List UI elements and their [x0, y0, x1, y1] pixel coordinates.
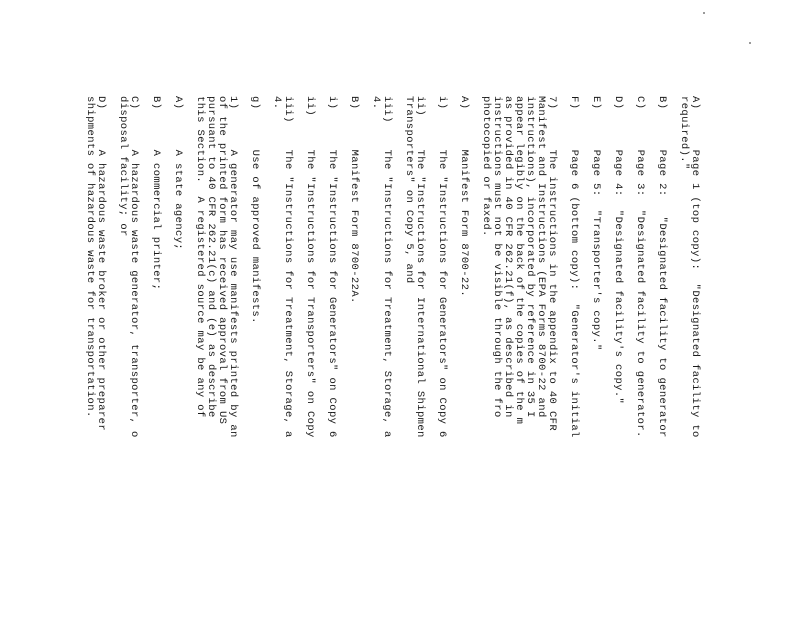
document-line: of the printed form has received approval from US: [216, 96, 228, 425]
document-line: A) A state agency;: [172, 96, 184, 251]
document-line: i) The "Instructions for Generators" on Copy 6: [436, 96, 448, 438]
document-line: pursuant to 40 CFR 262.21(c) and (e) as describe: [205, 96, 217, 418]
scan-speck: [749, 42, 751, 44]
document-line: [238, 96, 249, 616]
document-line: [293, 96, 304, 616]
document-line: i) The "Instructions for Generators" on Copy 6: [326, 96, 338, 438]
document-line: shipments of hazardous waste for transportation.: [84, 96, 96, 418]
document-line: B) Manifest Form 8700-22A.: [348, 96, 360, 304]
document-line: 4.: [271, 96, 283, 110]
document-line: 1) A generator may use manifests printed by an: [227, 96, 239, 438]
document-line: [667, 96, 678, 616]
document-line: this Section. A registered source may be any of: [194, 96, 206, 418]
document-line: [139, 96, 150, 616]
document-line: B) Page 2: "Designated facility to generator: [656, 96, 668, 438]
document-line: C) Page 3: "Designated facility to generator.: [634, 96, 646, 438]
document-line: A) Page 1 (top copy): "Designated facility to: [689, 96, 701, 438]
document-body: [80, 96, 700, 616]
document-line: D) A hazardous waste broker or other preparer: [95, 96, 107, 432]
document-line: [623, 96, 634, 616]
document-line: [601, 96, 612, 616]
document-line: [359, 96, 370, 616]
document-line: instructions), incorporated by reference in 35 I: [524, 96, 536, 418]
document-line: [183, 96, 194, 616]
scan-speck: [703, 12, 705, 14]
document-line: photocopied or faxed.: [480, 96, 492, 237]
document-line: iii) The "Instructions for Treatment, Storage, a: [381, 96, 393, 438]
document-line: instructions must not be visible through the fro: [491, 96, 503, 418]
document-line: 4.: [370, 96, 382, 110]
document-line: [645, 96, 656, 616]
document-line: required).": [678, 96, 690, 170]
document-line: [392, 96, 403, 616]
document-line: [260, 96, 271, 616]
document-line: [161, 96, 172, 616]
document-line: as provided in 40 CFR 262.21(f), as described in: [502, 96, 514, 418]
document-line: [337, 96, 348, 616]
document-line: 7) The instructions in the appendix to 40 CFR: [546, 96, 558, 432]
document-line: B) A commercial printer;: [150, 96, 162, 291]
document-line: [425, 96, 436, 616]
document-line: [579, 96, 590, 616]
document-line: [106, 96, 117, 616]
document-line: ii) The "Instructions for International Shipmen: [414, 96, 426, 438]
document-line: [469, 96, 480, 616]
document-line: disposal facility; or: [117, 96, 129, 237]
document-line: C) A hazardous waste generator, transporter, o: [128, 96, 140, 438]
document-line: A) Manifest Form 8700-22.: [458, 96, 470, 298]
document-line: g) Use of approved manifests.: [249, 96, 261, 324]
document-line: Manifest and Instructions (EPA Forms 8700-22 and: [535, 96, 547, 418]
document-line: [557, 96, 568, 616]
document-line: [447, 96, 458, 616]
document-line: D) Page 4: "Designated facility's copy.": [612, 96, 624, 405]
document-line: appear legibly on the back of the copies of the m: [513, 96, 525, 425]
document-line: ii) The "Instructions for Transporters" on Copy: [304, 96, 316, 438]
document-line: E) Page 5: "Transporter's copy.": [590, 96, 602, 351]
document-line: Transporters" on Copy 5, and: [403, 96, 415, 284]
document-line: iii) The "Instructions for Treatment, Storage, a: [282, 96, 294, 438]
document-line: [315, 96, 326, 616]
document-line: F) Page 6 (bottom copy): "Generator's initial: [568, 96, 580, 438]
